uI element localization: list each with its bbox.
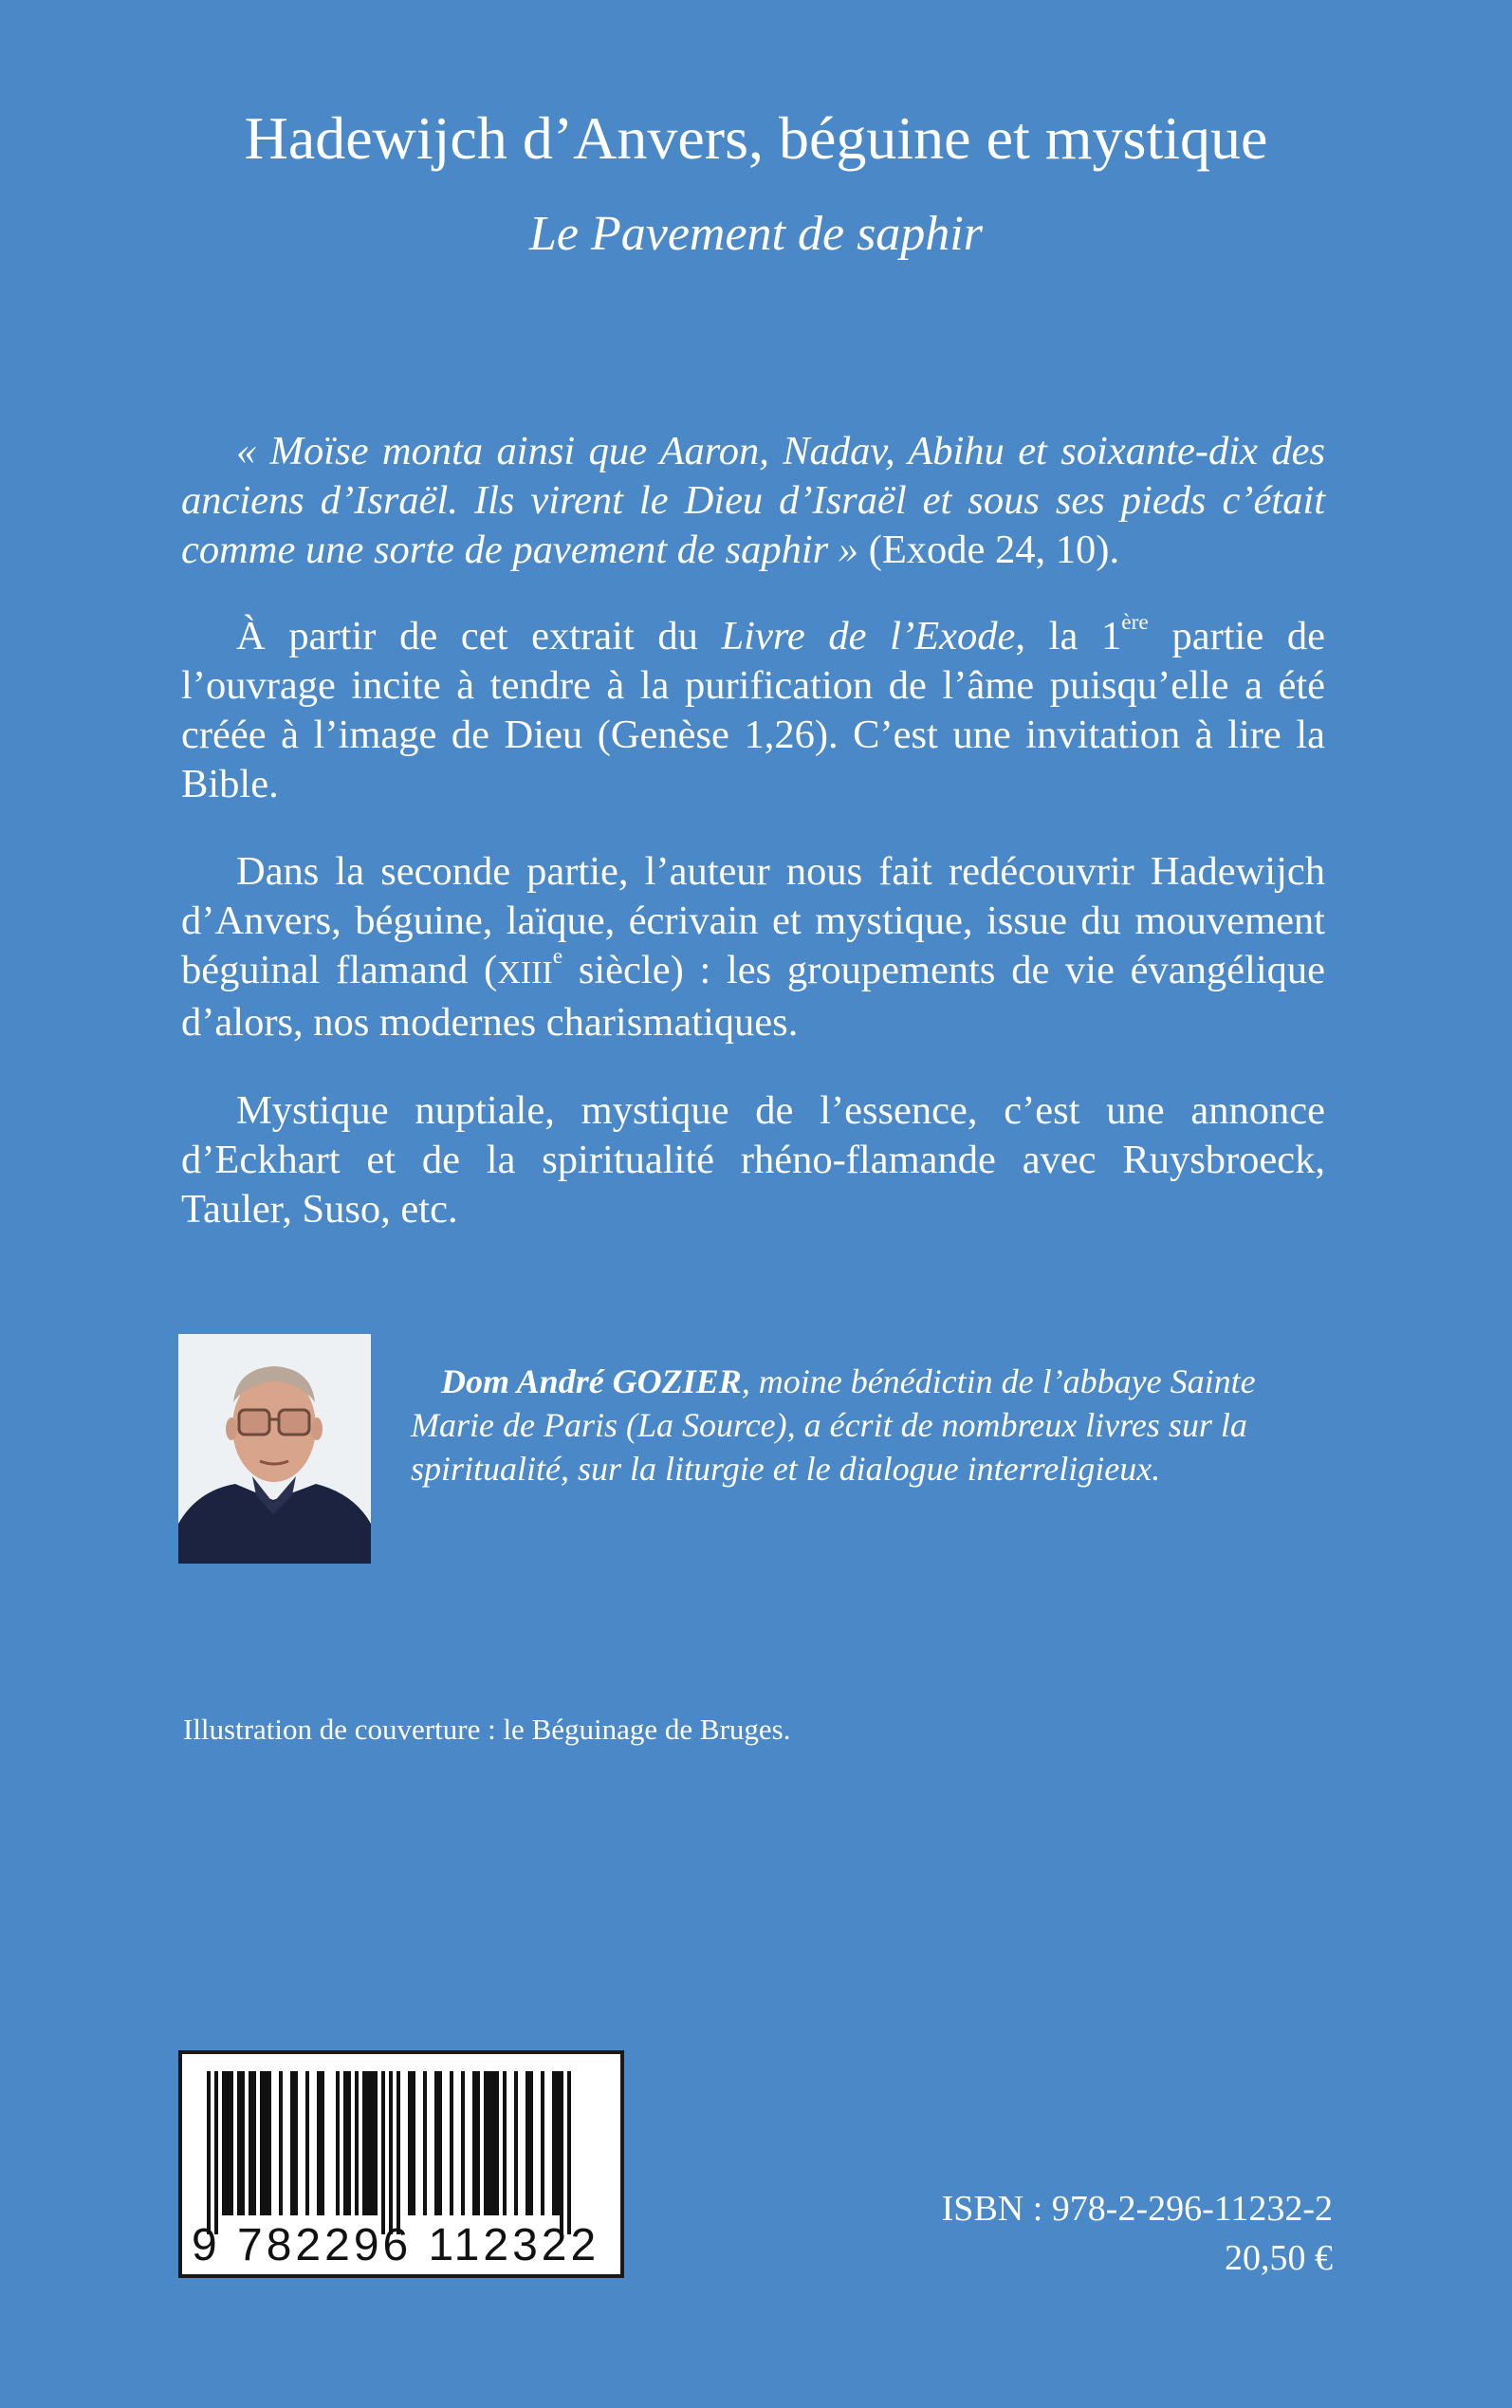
exodus-quote: « Moïse monta ainsi que Aaron, Nadav, Abihu et soixante-dix des anciens d’Israël. Ils virent le Dieu d’Israël et sous ses pieds c’était comme une sorte de pavement de saphir »: [181, 429, 1325, 572]
barcode-bar: [207, 2071, 211, 2234]
barcode-bar: [450, 2071, 453, 2215]
barcode: [178, 2050, 624, 2278]
superscript: ère: [1121, 609, 1149, 635]
quote-paragraph: [181, 427, 1325, 575]
barcode-bar: [434, 2071, 442, 2215]
barcode-bar: [461, 2071, 465, 2215]
text-run: siècle) : les groupements de vie évangélique d’alors, nos modernes charismatiques.: [181, 948, 1325, 1045]
exodus-reference: (Exode 24, 10).: [858, 528, 1120, 572]
barcode-bar: [503, 2071, 507, 2215]
book-reference: Livre de l’Exode: [721, 614, 1016, 658]
barcode-bar: [567, 2071, 571, 2234]
barcode-bar: [408, 2071, 415, 2215]
second-part-paragraph: [181, 847, 1325, 1047]
superscript: e: [552, 943, 563, 969]
barcode-bar: [279, 2071, 283, 2215]
author-bio: [411, 1360, 1321, 1491]
barcode-bar: [260, 2071, 271, 2215]
barcode-bar: [381, 2071, 385, 2234]
author-name: Dom André GOZIER: [441, 1362, 742, 1400]
barcode-bar: [389, 2071, 393, 2234]
century-numeral: XIII: [497, 955, 553, 991]
barcode-bar: [317, 2071, 324, 2215]
isbn: ISBN : 978-2-296-11232-2: [941, 2189, 1333, 2229]
barcode-bar: [343, 2071, 351, 2215]
book-subtitle: Le Pavement de saphir: [528, 207, 983, 261]
cover-illustration-credit: Illustration de couverture : le Béguinage de Bruges.: [183, 1713, 791, 1746]
barcode-bar: [541, 2071, 544, 2215]
text-run: partie de l’ouvrage incite à tendre à la purification de l’âme puisqu’elle a été créée à l’image de Dieu (Genèse 1,26). C’est une invitation à lire la Bible.: [181, 614, 1325, 806]
first-part-paragraph: [181, 609, 1325, 809]
text-run: , la 1: [1015, 614, 1122, 658]
barcode-bar: [222, 2071, 233, 2215]
barcode-bar: [472, 2071, 480, 2215]
mysticism-paragraph: Mystique nuptiale, mystique de l’essence, c’est une annonce d’Eckhart et de la spiritualité rhéno-flamande avec Ruysbroeck, Tauler, Suso, etc.: [181, 1088, 1325, 1232]
barcode-bar: [305, 2071, 309, 2215]
author-photo: [178, 1334, 371, 1564]
barcode-bar: [237, 2071, 245, 2215]
barcode-bar: [514, 2071, 518, 2215]
price: 20,50 €: [1225, 2238, 1333, 2278]
barcode-bar: [290, 2071, 298, 2215]
author-description: , moine bénédictin de l’abbaye Sainte Marie de Paris (La Source), a écrit de nombreux livres sur la spiritualité, sur la liturgie et le dialogue interreligieux.: [411, 1362, 1256, 1488]
barcode-bar: [249, 2071, 256, 2215]
book-title: Hadewijch d’Anvers, béguine et mystique: [244, 104, 1268, 172]
barcode-bar: [336, 2071, 340, 2215]
author-portrait-icon: [178, 1334, 371, 1564]
barcode-bar: [423, 2071, 427, 2215]
barcode-bar: [396, 2071, 400, 2234]
barcode-bar: [214, 2071, 218, 2234]
text-run: Dans la seconde partie, l’auteur nous fait redécouvrir Hadewijch d’Anvers, béguine, laïque, écrivain et mystique, issue du mouvement béguinal flamand (: [181, 849, 1325, 992]
barcode-bar: [526, 2071, 533, 2215]
barcode-bar: [355, 2071, 359, 2215]
barcode-bar: [552, 2071, 560, 2215]
text-run: À partir de cet extrait du: [236, 614, 722, 658]
barcode-bar: [484, 2071, 499, 2215]
barcode-bar: [362, 2071, 378, 2215]
barcode-bar: [560, 2071, 563, 2234]
barcode-digits: 9 782296 112322: [192, 2220, 600, 2270]
